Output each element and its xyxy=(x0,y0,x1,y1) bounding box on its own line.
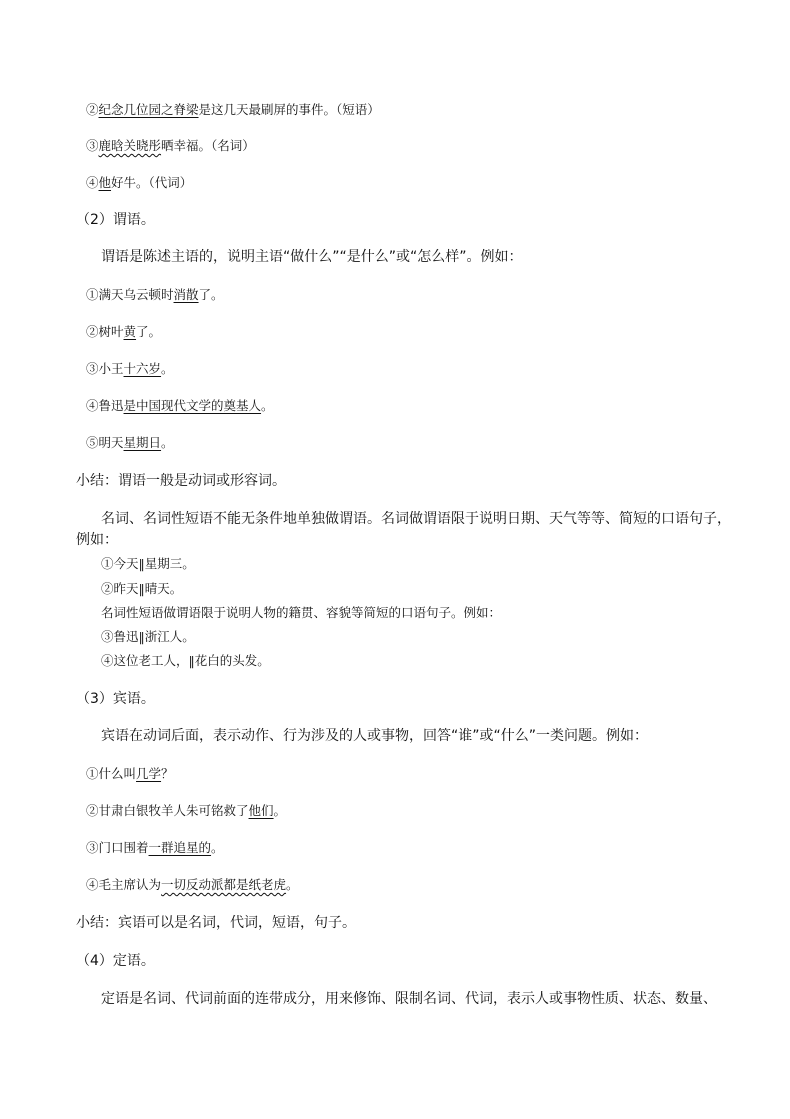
example-text: 好牛。（代词） xyxy=(111,175,193,190)
example-text: 。 xyxy=(211,840,224,855)
example-number: ⑤ xyxy=(86,435,99,450)
predicate-example-4 xyxy=(86,397,274,415)
object-summary: 小结：宾语可以是名词，代词，短语，句子。 xyxy=(76,915,356,931)
subject-example-4 xyxy=(86,174,192,192)
attributive-heading: （4）定语。 xyxy=(76,953,155,969)
example-marked-text: 星期日 xyxy=(123,435,162,450)
predicate-intro: 谓语是陈述主语的，说明主语“做什么”“是什么”或“怎么样”。例如： xyxy=(101,249,523,265)
subject-example-3 xyxy=(86,137,255,155)
predicate-example-5 xyxy=(86,434,174,452)
example-marked-text: 鹿晗关晓彤 xyxy=(98,138,162,153)
predicate-summary: 小结：谓语一般是动词或形容词。 xyxy=(76,473,286,489)
example-number: ④ xyxy=(86,398,99,413)
predicate-sub-example-3: ③鲁迅‖浙江人。 xyxy=(101,629,195,644)
example-number: ① xyxy=(86,766,99,781)
example-text: 树叶 xyxy=(98,324,124,339)
object-example-2 xyxy=(86,802,286,820)
predicate-sub-note: 名词性短语做谓语限于说明人物的籍贯、容貌等简短的口语句子。例如： xyxy=(101,605,502,620)
example-number: ② xyxy=(86,324,99,339)
example-marked-text: 消散 xyxy=(173,287,199,302)
example-text: 。 xyxy=(161,361,174,376)
example-number: ① xyxy=(86,287,99,302)
example-number: ③ xyxy=(86,138,99,153)
example-marked-text: 十六岁 xyxy=(123,361,162,376)
example-marked-text: 一切反动派都是纸老虎 xyxy=(161,877,287,892)
example-marked-text: 一群追星的 xyxy=(148,840,212,855)
example-number: ④ xyxy=(86,175,99,190)
example-text: 什么叫 xyxy=(98,766,137,781)
example-marked-text: 黄 xyxy=(123,324,137,339)
predicate-example-2 xyxy=(86,323,161,341)
example-text: 小王 xyxy=(98,361,124,376)
example-number: ③ xyxy=(86,840,99,855)
example-text: 。 xyxy=(286,877,299,892)
subject-example-2 xyxy=(86,101,380,119)
example-text: 是这几天最刷屏的事件。（短语） xyxy=(198,102,380,117)
predicate-note-line2: 例如： xyxy=(76,532,118,548)
object-example-4 xyxy=(86,876,299,894)
predicate-example-3 xyxy=(86,360,174,378)
attributive-intro: 定语是名词、代词前面的连带成分，用来修饰、限制名词、代词，表示人或事物性质、状态、数量、 xyxy=(101,991,717,1007)
example-text: 明天 xyxy=(98,435,124,450)
example-number: ② xyxy=(86,102,99,117)
object-heading: （3）宾语。 xyxy=(76,691,155,707)
example-marked-text: 几学 xyxy=(136,766,162,781)
example-number: ④ xyxy=(86,877,99,892)
example-text: 晒幸福。（名词） xyxy=(161,138,255,153)
example-text: 门口围着 xyxy=(98,840,149,855)
example-marked-text: 他 xyxy=(98,175,112,190)
example-text: 。 xyxy=(273,803,287,818)
example-text: 毛主席认为 xyxy=(98,877,162,892)
predicate-sub-example-2: ②昨天‖晴天。 xyxy=(101,581,183,596)
example-text: 。 xyxy=(161,435,174,450)
predicate-sub-example-1: ①今天‖星期三。 xyxy=(101,556,195,571)
predicate-heading: （2）谓语。 xyxy=(76,212,155,228)
example-marked-text: 纪念几位园之脊梁 xyxy=(98,102,199,117)
example-number: ③ xyxy=(86,361,99,376)
example-text: 了。 xyxy=(136,324,162,339)
predicate-example-1 xyxy=(86,286,224,304)
example-text: 甘肃白银牧羊人朱可铭救了 xyxy=(98,803,249,818)
object-example-3 xyxy=(86,839,224,857)
example-text: 了。 xyxy=(198,287,224,302)
object-intro: 宾语在动词后面，表示动作、行为涉及的人或事物，回答“谁”或“什么”一类问题。例如： xyxy=(101,728,649,744)
example-text: 。 xyxy=(261,398,274,413)
predicate-sub-example-4: ④这位老工人，‖花白的头发。 xyxy=(101,653,270,668)
predicate-note-line1: 名词、名词性短语不能无条件地单独做谓语。名词做谓语限于说明日期、天气等等、简短的口语句子， xyxy=(101,511,731,527)
example-text: ？ xyxy=(161,766,174,781)
example-number: ② xyxy=(86,803,99,818)
example-text: 鲁迅 xyxy=(98,398,124,413)
example-text: 满天乌云顿时 xyxy=(98,287,174,302)
example-marked-text: 他们 xyxy=(248,803,274,818)
example-marked-text: 是中国现代文学的奠基人 xyxy=(123,398,262,413)
object-example-1 xyxy=(86,765,174,783)
